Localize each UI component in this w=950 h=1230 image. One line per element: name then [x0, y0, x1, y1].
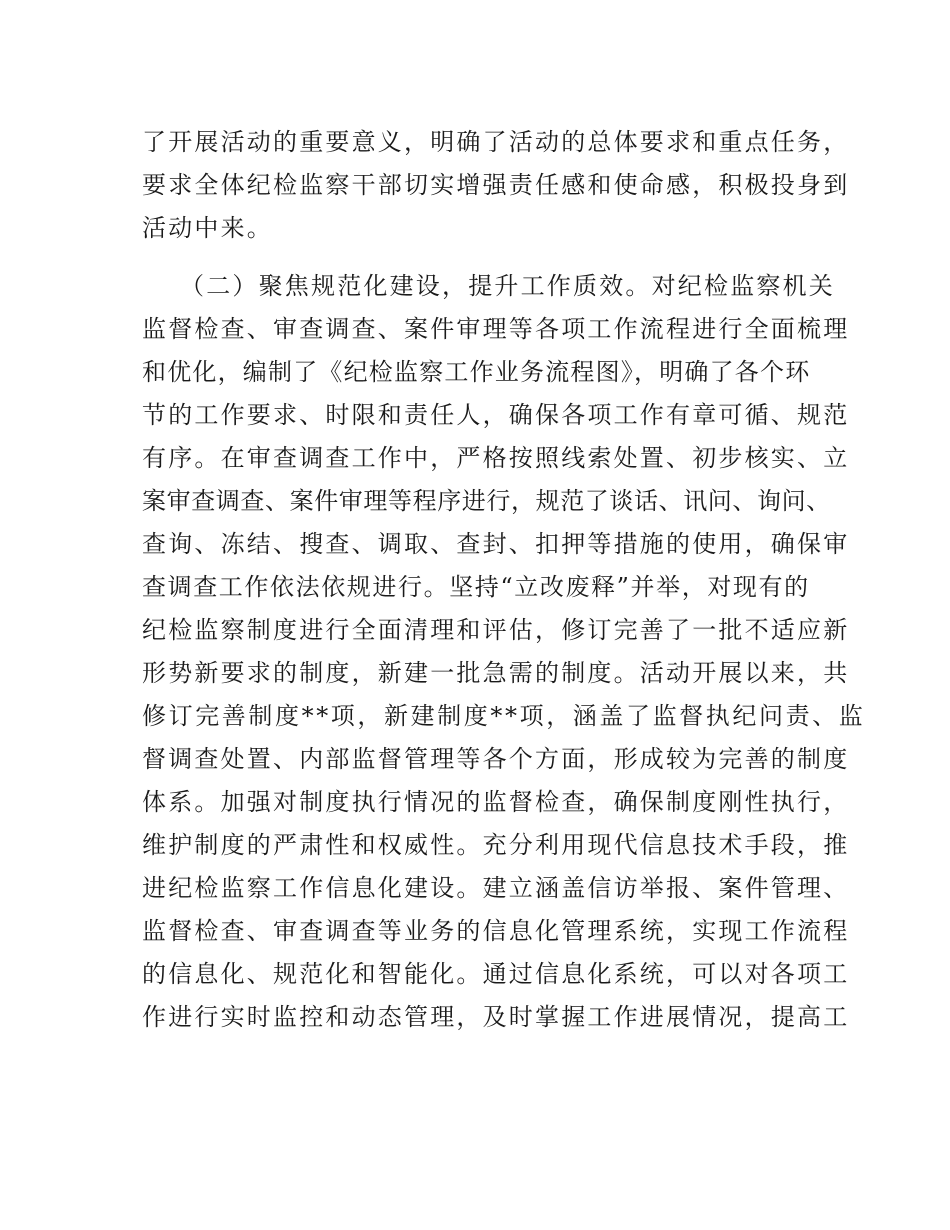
text-line: 案审查调查、案件审理等程序进行，规范了谈话、讯问、询问、 [142, 487, 831, 515]
text-line: 了开展活动的重要意义，明确了活动的总体要求和重点任务， [142, 128, 850, 156]
text-line: 作进行实时监控和动态管理，及时掌握工作进展情况，提高工 [142, 1003, 850, 1031]
paragraph-1 [142, 121, 850, 250]
text-line: 修订完善制度**项，新建制度**项，涵盖了监督执纪问责、监 [142, 702, 866, 730]
text-line: 纪检监察制度进行全面清理和评估，修订完善了一批不适应新 [142, 616, 850, 644]
text-line: 查询、冻结、搜查、调取、查封、扣押等措施的使用，确保审 [142, 530, 850, 558]
text-line: 查调查工作依法依规进行。坚持“立改废释”并举，对现有的 [142, 573, 810, 601]
text-line: 和优化，编制了《纪检监察工作业务流程图》，明确了各个环 [142, 358, 811, 386]
text-line: 活动中来。 [142, 214, 273, 242]
text-line: 节的工作要求、时限和责任人，确保各项工作有章可循、规范 [142, 401, 850, 429]
text-line: 督调查处置、内部监督管理等各个方面，形成较为完善的制度 [142, 745, 850, 773]
text-line: 的信息化、规范化和智能化。通过信息化系统，可以对各项工 [142, 960, 850, 988]
text-line: 维护制度的严肃性和权威性。充分利用现代信息技术手段，推 [142, 831, 850, 859]
text-line: 要求全体纪检监察干部切实增强责任感和使命感，积极投身到 [142, 171, 850, 199]
text-line: （二）聚焦规范化建设，提升工作质效。对纪检监察机关 [180, 272, 835, 300]
paragraph-spacer [142, 250, 842, 265]
text-line: 有序。在审查调查工作中，严格按照线索处置、初步核实、立 [142, 444, 850, 472]
document-body [142, 121, 866, 1039]
paragraph-2 [142, 265, 866, 1039]
text-line: 形势新要求的制度，新建一批急需的制度。活动开展以来，共 [142, 659, 850, 687]
text-line: 监督检查、审查调查等业务的信息化管理系统，实现工作流程 [142, 917, 850, 945]
text-line: 监督检查、审查调查、案件审理等各项工作流程进行全面梳理 [142, 315, 850, 343]
text-line: 进纪检监察工作信息化建设。建立涵盖信访举报、案件管理、 [142, 874, 850, 902]
text-line: 体系。加强对制度执行情况的监督检查，确保制度刚性执行， [142, 788, 850, 816]
